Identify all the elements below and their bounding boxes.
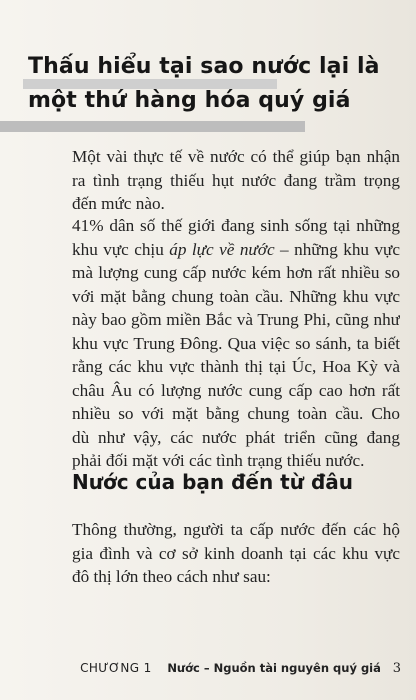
chapter-title-line-2: một thứ hàng hóa quý giá [28,88,351,113]
paragraph-line: với mặt bằng chung toàn cầu. Những khu vực [72,286,400,306]
paragraph-text: khu vực chịu [72,239,170,259]
paragraph-line: ra tình trạng thiếu hụt nước đang trầm trọng [72,170,400,190]
chapter-title-line-1: Thấu hiểu tại sao nước lại là [28,54,380,79]
paragraph-line: 41% dân số thế giới đang sinh sống tại những [72,216,400,235]
paragraph-line: gia đình và cơ sở kinh doanh tại các khu vực [72,543,400,563]
paragraph-line: Một vài thực tế về nước có thể giúp bạn nhận [72,147,400,166]
page-number: 3 [392,661,401,676]
paragraph-line: Thông thường, người ta cấp nước đến các hộ [72,520,400,539]
paragraph-line: nhiều so với mặt bằng chung toàn cầu. Cho [72,404,400,423]
emphasized-term: áp lực về nước [169,239,275,259]
footer-chapter-label: CHƯƠNG 1 [80,661,152,675]
paragraph-line: rằng các khu vực thành thị tại Úc, Hoa Kỳ và [72,357,400,376]
paragraph-line: đến mức nào. [72,194,165,213]
footer-chapter-title: Nước – Nguồn tài nguyên quý giá [167,661,381,675]
chapter-title-block [0,44,380,132]
paragraph-line: đô thị lớn theo cách như sau: [72,567,271,586]
paragraph-intro [72,145,400,216]
paragraph-line: phải đối mặt với các tình trạng thiếu nước. [72,451,365,470]
paragraph-water-stress [72,214,400,473]
paragraph-text: – những khu vực [274,239,400,259]
paragraph-water-supply [72,518,400,589]
page-footer [80,661,401,676]
paragraph-line: dù như vậy, các nước phát triển cũng đang [72,427,400,447]
section-heading: Nước của bạn đến từ đâu [72,470,353,494]
paragraph-line: châu Âu có lượng nước cung cấp cao hơn rất [72,380,400,400]
paragraph-line: mà lượng cung cấp nước kém hơn rất nhiều so [72,263,400,282]
paragraph-line-with-emphasis [72,238,400,262]
title-highlight-bar-2 [0,121,305,132]
paragraph-line: này bao gồm miền Bắc và Trung Phi, cũng như [72,310,400,329]
paragraph-line: khu vực Trung Đông. Qua việc so sánh, ta biết [72,333,400,353]
